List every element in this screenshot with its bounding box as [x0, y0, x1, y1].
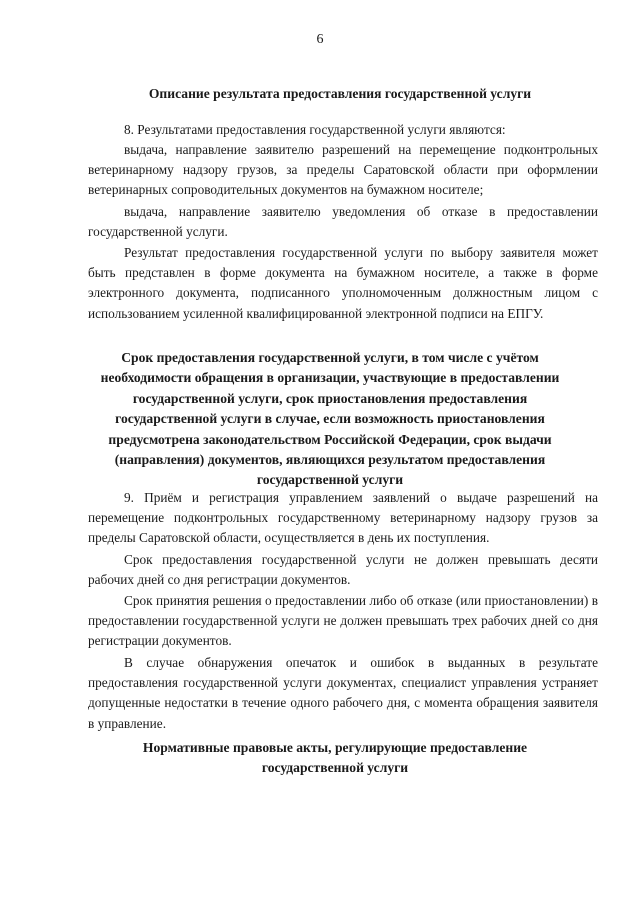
paragraph-error-correction: В случае обнаружения опечаток и ошибок в выданных в результате предоставления государственной услуги документах, специалист управления устраняет допущенные недостатки в течение одного рабочего дня, с момента обращения заявителя в управление. — [88, 655, 598, 731]
page-number: 6 — [316, 32, 324, 47]
section-heading-legal-acts: Нормативные правовые акты, регулирующие предоставление государственной услуги — [142, 740, 528, 775]
paragraph-service-term: Срок предоставления государственной услуги не должен превышать десяти рабочих дней со дня регистрации документов. — [88, 552, 598, 588]
paragraph-result-form: Результат предоставления государственной услуги по выбору заявителя может быть представлен в форме документа на бумажном носителе, а также в форме электронного документа, подписанного уполномоченным должностным лицом с использованием усиленной квалифицированной электронной подписи на ЕПГУ. — [88, 245, 598, 321]
section-heading-term: Срок предоставления государственной услуги, в том числе с учётом необходимости обращения в организации, участвующие в предоставлении государственной услуги, срок приостановления предоставления государственной услуги в случае, если возможность приостановления предусмотрена законодательством Российской Федерации, срок выдачи (направления) документов, являющихся результатом предоставления государственной услуги — [100, 350, 560, 488]
paragraph-result-item-refusal: выдача, направление заявителю уведомления об отказе в предоставлении государственной услуги. — [88, 204, 598, 240]
section-heading-result: Описание результата предоставления государственной услуги — [148, 86, 532, 101]
paragraph-decision-term: Срок принятия решения о предоставлении либо об отказе (или приостановлении) в предоставлении государственной услуги не должен превышать трех рабочих дней со дня регистрации документов. — [88, 593, 598, 649]
paragraph-result-item-permits: выдача, направление заявителю разрешений на перемещение подконтрольных ветеринарному надзору грузов, за пределы Саратовской области при оформлении ветеринарных сопроводительных документов на бумажном носителе; — [88, 142, 598, 198]
paragraph-results-intro: 8. Результатами предоставления государственной услуги являются: — [124, 122, 506, 137]
paragraph-9-registration: 9. Приём и регистрация управлением заявлений о выдаче разрешений на перемещение подконтрольных государственному ветеринарному надзору грузов за пределы Саратовской области, осуществляется в день их поступления. — [88, 490, 598, 546]
